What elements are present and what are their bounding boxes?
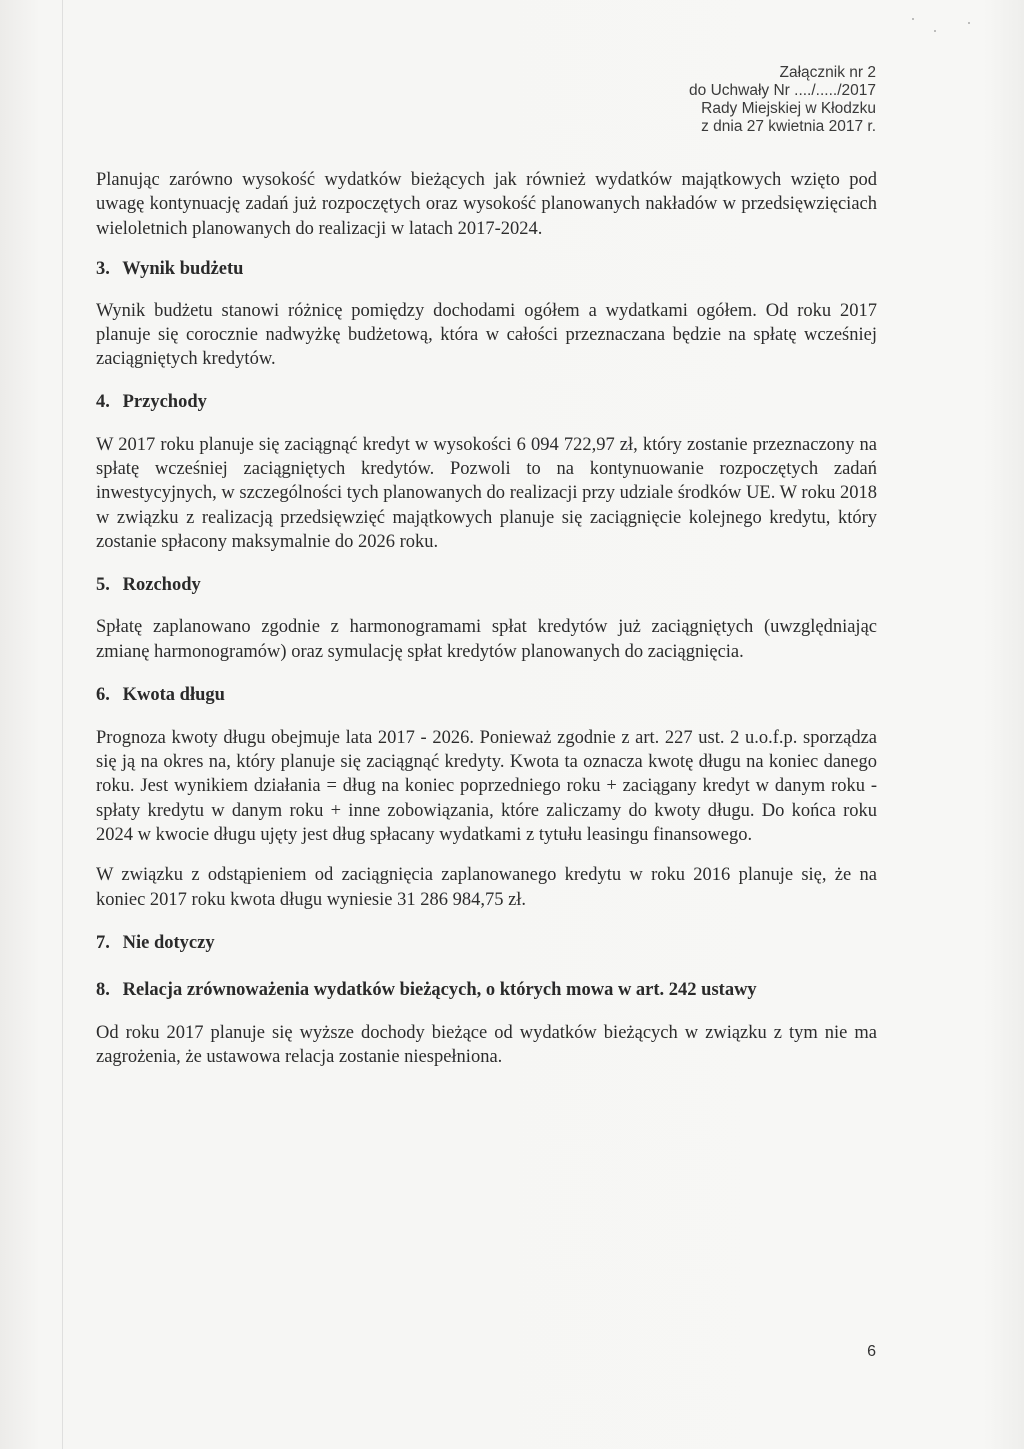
- section-heading-7: [96, 931, 877, 955]
- section-paragraph: Od roku 2017 planuje się wyższe dochody bieżące od wydatków bieżących w związku z tym nie ma zagrożenia, że ustawowa relacja zostanie niespełniona.: [96, 1022, 877, 1068]
- section-title: Kwota długu: [122, 684, 225, 705]
- section-number: 4.: [96, 391, 110, 412]
- section-title: Nie dotyczy: [122, 932, 215, 953]
- scan-speck: [912, 18, 914, 20]
- scan-edge-line: [62, 0, 63, 1449]
- section-title: Rozchody: [122, 575, 201, 596]
- section-heading-4: [96, 390, 877, 414]
- section-number: 8.: [96, 979, 110, 1000]
- resolution-date: z dnia 27 kwietnia 2017 r.: [701, 118, 876, 135]
- section-paragraph: Wynik budżetu stanowi różnicę pomiędzy dochodami ogółem a wydatkami ogółem. Od roku 2017 planuje się corocznie nadwyżkę budżetową, która w całości przeznaczana będzie na spłatę wcześniej zaciągniętych kredytów.: [96, 300, 877, 370]
- section-number: 5.: [96, 575, 110, 596]
- section-number: 7.: [96, 932, 110, 953]
- section-paragraph: W związku z odstąpieniem od zaciągnięcia zaplanowanego kredytu w roku 2016 planuje się, że na koniec 2017 roku kwota długu wyniesie 31 286 984,75 zł.: [96, 865, 877, 910]
- section-title: Relacja zrównoważenia wydatków bieżących, o których mowa w art. 242 ustawy: [122, 979, 757, 1000]
- attachment-number: Załącznik nr 2: [779, 64, 876, 81]
- section-heading-5: [96, 573, 877, 597]
- page-number: 6: [867, 1343, 876, 1360]
- section-title: Wynik budżetu: [122, 258, 244, 279]
- section-paragraph: W 2017 roku planuje się zaciągnąć kredyt w wysokości 6 094 722,97 zł, który zostanie przeznaczony na spłatę wcześniej zaciągniętych kredytów. Pozwoli to na kontynuowanie rozpoczętych zadań inwestycyjnych, w szczególności tych planowanych do realizacji przy udziale środków UE. W roku 2018 w związku z realizacją przedsięwzięć majątkowych planuje się zaciągnięcie kolejnego kredytu, który zostanie spłacony maksymalnie do 2026 roku.: [96, 434, 877, 552]
- scan-speck: [934, 30, 936, 32]
- section-title: Przychody: [122, 391, 207, 412]
- section-number: 6.: [96, 684, 110, 705]
- scan-speck: [968, 22, 970, 24]
- council-name: Rady Miejskiej w Kłodzku: [701, 100, 876, 117]
- attachment-header: [689, 64, 876, 136]
- section-paragraph: Spłatę zaplanowano zgodnie z harmonogramami spłat kredytów już zaciągniętych (uwzględniając zmianę harmonogramów) oraz symulację spłat kredytów planowanych do zaciągnięcia.: [96, 617, 877, 662]
- section-paragraph: Prognoza kwoty długu obejmuje lata 2017 - 2026. Ponieważ zgodnie z art. 227 ust. 2 u.o.f.p. sporządza się ją na okres na, który planuje się zaciągnąć kredyty. Kwota ta oznacza kwotę długu na koniec danego roku. Jest wynikiem działania = dług na koniec poprzedniego roku + zaciągany kredyt w danym roku - spłaty kredytu w danym roku + inne zobowiązania, które zaliczamy do kwoty długu. Do końca roku 2024 w kwocie długu ujęty jest dług spłacany wydatkami z tytułu leasingu finansowego.: [96, 727, 877, 846]
- section-heading-3: [96, 257, 877, 281]
- section-number: 3.: [96, 258, 110, 279]
- section-heading-6: [96, 683, 877, 707]
- intro-paragraph: Planując zarówno wysokość wydatków bieżących jak również wydatków majątkowych wzięto pod uwagę kontynuację zadań już rozpoczętych oraz wysokość planowanych nakładów w przedsięwzięciach wieloletnich planowanych do realizacji w latach 2017-2024.: [96, 170, 877, 239]
- section-heading-8: [96, 978, 877, 1002]
- resolution-number: do Uchwały Nr ..../...../2017: [689, 82, 876, 99]
- document-body: [96, 168, 877, 1070]
